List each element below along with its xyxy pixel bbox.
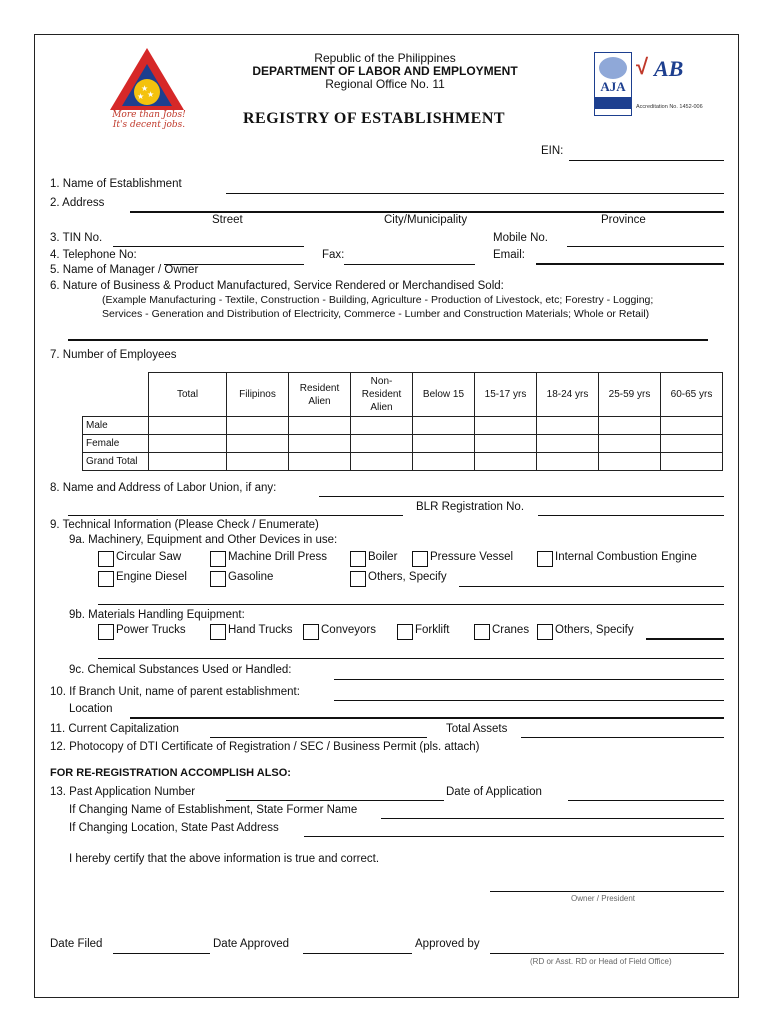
boiler-checkbox[interactable]: [350, 551, 366, 567]
table-cell[interactable]: [661, 417, 723, 435]
table-cell[interactable]: [351, 453, 413, 471]
circular-saw-checkbox[interactable]: [98, 551, 114, 567]
materials-option: Conveyors: [321, 624, 376, 636]
date-application-label: Date of Application: [446, 786, 542, 798]
row-label: Female: [83, 435, 149, 453]
republic-heading: Republic of the Philippines: [314, 51, 456, 65]
item-13-label: 13. Past Application Number: [50, 786, 196, 798]
machinery-others-field[interactable]: [459, 586, 724, 587]
certification-logos: AJA √ AB Accreditation No. 1452-006: [592, 50, 730, 120]
uab-logo: AB: [654, 56, 684, 81]
date-filed-label: Date Filed: [50, 938, 103, 950]
machinery-option: Pressure Vessel: [430, 551, 514, 563]
table-cell[interactable]: [537, 435, 599, 453]
item-10-label: 10. If Branch Unit, name of parent establishment:: [50, 686, 300, 698]
drill-press-checkbox[interactable]: [210, 551, 226, 567]
machinery-option: Internal Combustion Engine: [555, 551, 697, 563]
materials-option: Cranes: [492, 624, 530, 636]
materials-others-checkbox[interactable]: [537, 624, 553, 640]
table-cell[interactable]: [413, 435, 475, 453]
approved-by-label: Approved by: [415, 938, 480, 950]
table-cell[interactable]: [149, 435, 227, 453]
labor-union-address-field[interactable]: [68, 515, 403, 516]
blr-field[interactable]: [538, 515, 724, 516]
approved-by-field[interactable]: [490, 953, 724, 954]
item-3-label: 3. TIN No.: [50, 232, 103, 244]
item-4-label: 4. Telephone No:: [50, 249, 137, 261]
tin-field[interactable]: [113, 246, 304, 247]
pressure-vessel-checkbox[interactable]: [412, 551, 428, 567]
blr-label: BLR Registration No.: [416, 501, 525, 513]
col-header: 18-24 yrs: [537, 373, 599, 417]
table-cell[interactable]: [149, 417, 227, 435]
fax-label: Fax:: [322, 249, 345, 261]
machinery-others-checkbox[interactable]: [350, 571, 366, 587]
item-5-label: 5. Name of Manager / Owner: [50, 264, 199, 276]
logo-tagline: More than Jobs!: [112, 110, 186, 120]
svg-text:★: ★: [141, 84, 149, 93]
total-assets-field[interactable]: [521, 737, 724, 738]
item-6-example-1: (Example Manufacturing - Textile, Construction - Building, Agriculture - Production of Livestock, etc; Forestry - Logging;: [102, 294, 654, 306]
approver-note: (RD or Asst. RD or Head of Field Office): [530, 957, 672, 966]
col-header: 60-65 yrs: [661, 373, 723, 417]
machinery-option: Machine Drill Press: [228, 551, 328, 563]
page-title: REGISTRY OF ESTABLISHMENT: [243, 110, 506, 127]
address-province-label: Province: [601, 214, 646, 226]
machinery-option: Circular Saw: [116, 551, 182, 563]
labor-union-field[interactable]: [319, 496, 724, 497]
aja-logo: AJA: [600, 79, 626, 94]
gasoline-checkbox[interactable]: [210, 571, 226, 587]
item-9c-label: 9c. Chemical Substances Used or Handled:: [69, 664, 292, 676]
combustion-engine-checkbox[interactable]: [537, 551, 553, 567]
conveyors-checkbox[interactable]: [303, 624, 319, 640]
item-12-label: 12. Photocopy of DTI Certificate of Registration / SEC / Business Permit (pls. attach): [50, 741, 480, 753]
table-cell[interactable]: [227, 453, 289, 471]
establishment-name-field[interactable]: [226, 193, 724, 194]
item-9b-label: 9b. Materials Handling Equipment:: [69, 609, 245, 621]
forklift-checkbox[interactable]: [397, 624, 413, 640]
machinery-option: Gasoline: [228, 571, 274, 583]
location-label: Location: [69, 703, 113, 715]
former-name-label: If Changing Name of Establishment, State Former Name: [69, 804, 358, 816]
ein-label: EIN:: [541, 145, 564, 157]
materials-option: Power Trucks: [116, 624, 186, 636]
email-field[interactable]: [536, 263, 724, 265]
nature-of-business-field[interactable]: [68, 339, 708, 341]
date-approved-field[interactable]: [303, 953, 412, 954]
table-cell[interactable]: [149, 453, 227, 471]
table-cell[interactable]: [413, 453, 475, 471]
department-heading: DEPARTMENT OF LABOR AND EMPLOYMENT: [252, 64, 518, 78]
item-2-label: 2. Address: [50, 197, 105, 209]
chemical-substances-field[interactable]: [334, 679, 724, 680]
ein-field[interactable]: [569, 160, 724, 161]
col-header: Total: [149, 373, 227, 417]
table-cell[interactable]: [661, 435, 723, 453]
col-header: 25-59 yrs: [599, 373, 661, 417]
date-approved-label: Date Approved: [213, 938, 290, 950]
location-field[interactable]: [130, 717, 724, 719]
table-cell[interactable]: [599, 453, 661, 471]
past-address-label: If Changing Location, State Past Address: [69, 822, 279, 834]
logo-tagline-2: It's decent jobs.: [112, 120, 186, 130]
past-application-field[interactable]: [226, 800, 444, 801]
power-trucks-checkbox[interactable]: [98, 624, 114, 640]
table-cell[interactable]: [289, 417, 351, 435]
item-9-label: 9. Technical Information (Please Check / Enumerate): [50, 519, 319, 531]
address-field[interactable]: [130, 211, 724, 213]
item-7-label: 7. Number of Employees: [50, 349, 177, 361]
row-label: Male: [83, 417, 149, 435]
address-street-label: Street: [212, 214, 243, 226]
table-cell[interactable]: [475, 453, 537, 471]
past-address-field[interactable]: [304, 836, 724, 837]
table-cell[interactable]: [351, 435, 413, 453]
col-header: Resident Alien: [289, 373, 351, 417]
table-cell[interactable]: [227, 435, 289, 453]
mobile-field[interactable]: [567, 246, 724, 247]
mobile-label: Mobile No.: [493, 232, 548, 244]
capitalization-field[interactable]: [210, 737, 427, 738]
employees-table: [82, 372, 723, 471]
table-cell[interactable]: [413, 417, 475, 435]
materials-others-field[interactable]: [646, 638, 724, 640]
svg-text:★: ★: [147, 90, 155, 99]
address-city-label: City/Municipality: [384, 214, 468, 226]
machinery-others-field-2[interactable]: [98, 604, 724, 605]
item-9a-label: 9a. Machinery, Equipment and Other Devices in use:: [69, 534, 338, 546]
machinery-option: Boiler: [368, 551, 398, 563]
table-cell[interactable]: [289, 435, 351, 453]
email-label: Email:: [493, 249, 525, 261]
item-6-label: 6. Nature of Business & Product Manufactured, Service Rendered or Merchandised Sold:: [50, 280, 504, 292]
materials-option: Others, Specify: [555, 624, 634, 636]
table-cell[interactable]: [599, 435, 661, 453]
table-cell[interactable]: [537, 453, 599, 471]
col-header: Filipinos: [227, 373, 289, 417]
hand-trucks-checkbox[interactable]: [210, 624, 226, 640]
table-cell[interactable]: [351, 417, 413, 435]
fax-field[interactable]: [344, 264, 475, 265]
cranes-checkbox[interactable]: [474, 624, 490, 640]
date-application-field[interactable]: [568, 800, 724, 801]
accreditation-number: Accreditation No. 1452-006: [636, 104, 703, 110]
former-name-field[interactable]: [381, 818, 724, 819]
table-cell[interactable]: [227, 417, 289, 435]
svg-text:★: ★: [137, 92, 145, 101]
item-6-example-2: Services - Generation and Distribution of Electricity, Commerce - Lumber and Construction Materials; Whole or Retail): [102, 308, 650, 320]
table-cell[interactable]: [289, 453, 351, 471]
machinery-option: Engine Diesel: [116, 571, 187, 583]
engine-diesel-checkbox[interactable]: [98, 571, 114, 587]
machinery-option: Others, Specify: [368, 571, 447, 583]
materials-others-field-2[interactable]: [98, 658, 724, 659]
materials-option: Forklift: [415, 624, 450, 636]
col-header: Non-Resident Alien: [351, 373, 413, 417]
owner-signature-field[interactable]: [490, 891, 724, 892]
materials-option: Hand Trucks: [228, 624, 293, 636]
office-heading: Regional Office No. 11: [325, 77, 445, 91]
date-filed-field[interactable]: [113, 953, 210, 954]
item-11-label: 11. Current Capitalization: [50, 723, 179, 735]
row-label: Grand Total: [83, 453, 149, 471]
item-8-label: 8. Name and Address of Labor Union, if any:: [50, 482, 277, 494]
total-assets-label: Total Assets: [446, 723, 508, 735]
reregistration-heading: FOR RE-REGISTRATION ACCOMPLISH ALSO:: [50, 767, 291, 779]
item-1-label: 1. Name of Establishment: [50, 178, 182, 190]
col-header: Below 15: [413, 373, 475, 417]
table-cell[interactable]: [599, 417, 661, 435]
table-cell[interactable]: [475, 435, 537, 453]
table-cell[interactable]: [661, 453, 723, 471]
owner-label: Owner / President: [571, 894, 636, 903]
parent-establishment-field[interactable]: [334, 700, 724, 701]
table-cell[interactable]: [475, 417, 537, 435]
certification-statement: I hereby certify that the above information is true and correct.: [69, 853, 380, 865]
col-header: 15-17 yrs: [475, 373, 537, 417]
table-cell[interactable]: [537, 417, 599, 435]
